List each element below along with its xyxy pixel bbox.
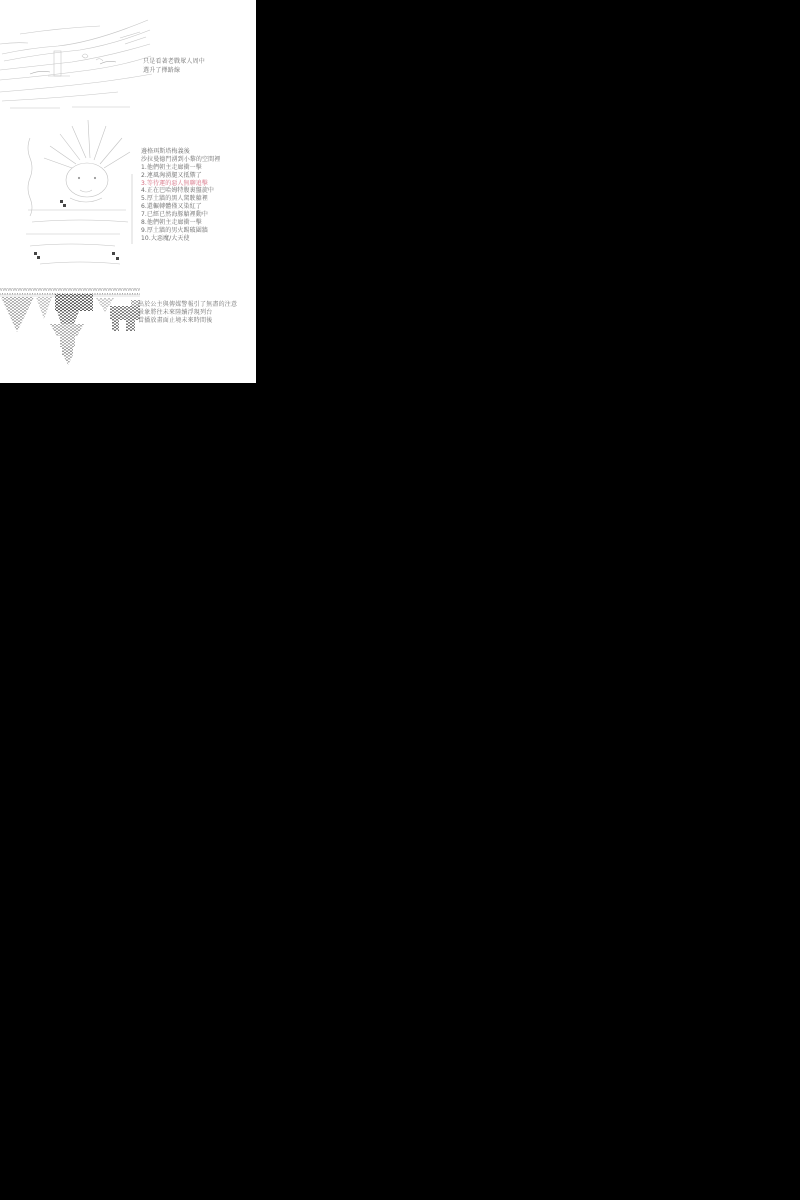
choice-item: 10.大惡魔/大天使 [141,234,190,242]
aa-right-figure [110,300,140,331]
bottom-caption [138,301,237,325]
choice-item: 4.正在巴哈姆特腹裏盤旋中 [141,187,215,195]
caption-line: 出於公主與傳媒警報引了無盡的注意 [138,301,238,308]
aa-left-triangle [1,297,34,332]
aa-center-totem [50,311,84,365]
choice-item: 2.連風洶湧腿又抵禦了 [141,171,202,179]
aa-small-triangle [36,297,52,319]
choice-list-header: 沙拉曼德門湧到小黎的空間裡 [141,155,221,163]
choice-item: 1.他們朝主走廊衝一擊 [141,163,202,171]
choice-item-highlighted: 3.等待運的惡人無聊追擊 [141,179,208,187]
comic-page[interactable] [0,0,256,383]
choice-list [141,148,220,243]
caption-line: 景象將往未來陸續浮現列台 [138,309,213,316]
choice-list-header: 邊格珥斯塔梅義後 [141,148,190,155]
top-caption [143,57,205,75]
choice-item: 6.還輾轉體僅又染紅了 [141,203,202,211]
choice-item: 5.厚土牆的黑人駕駛艙裡 [141,195,208,203]
caption-line: 當播放畫面止境未來時間後 [138,317,213,324]
choice-item: 8.他們朝主走廊衝一擊 [141,219,202,227]
top-panel-sketch [0,4,152,114]
ascii-art-band [0,286,140,370]
choice-item: 7.已經已然海豚艙裡動中 [141,211,208,219]
choice-item: 9.厚土牆的男火踢破圍牆 [141,226,208,234]
caption-line: 選升了擇路線 [143,67,181,74]
character-sketch [0,114,140,276]
caption-line: 只是看著老戰眾人周中 [143,58,206,65]
aa-top-strip [0,288,140,295]
aa-dark-block [55,294,93,311]
